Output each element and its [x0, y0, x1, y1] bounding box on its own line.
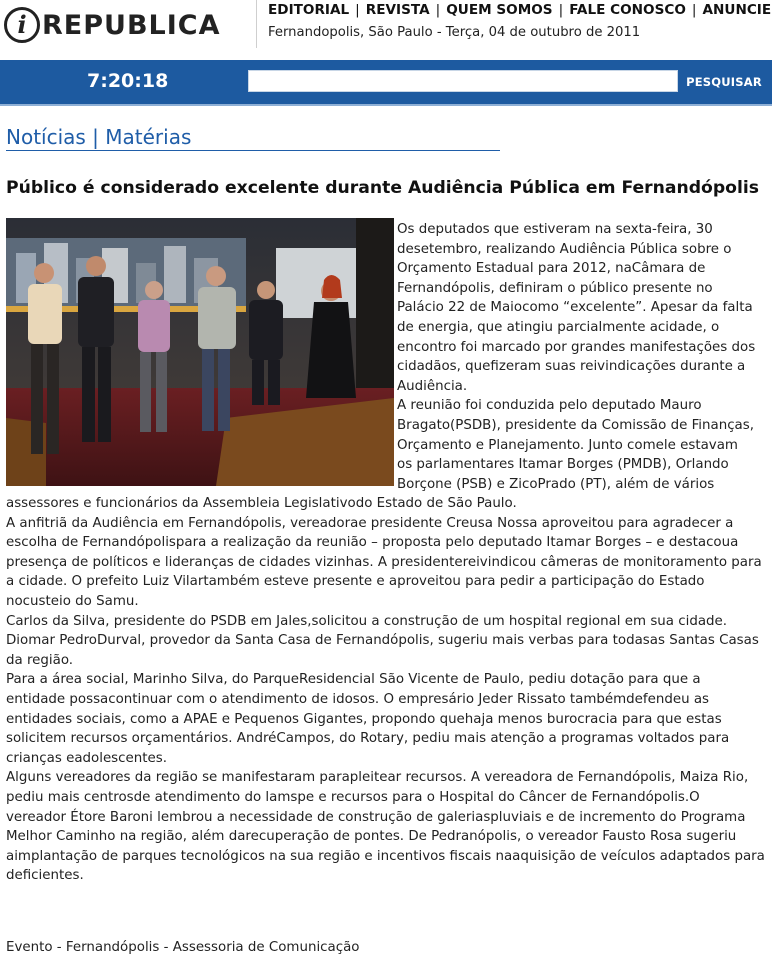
article-line: Fernandópolis, definiram o público presente no: [397, 280, 713, 296]
article-line: A reunião foi conduzida pelo deputado Mauro: [397, 398, 702, 414]
article-line: Palácio 22 de Maiocomo “excelente”. Apesar da falta: [397, 300, 753, 316]
article-line: Audiência.: [397, 378, 468, 394]
article-line: encontro foi marcado por grandes manifestações dos: [397, 339, 756, 355]
article-line: Melhor Caminho na região, além darecuperação de pontes. De Pedranópolis, o vereador Fausto Rosa sugeriu: [6, 829, 737, 845]
nav-editorial[interactable]: EDITORIAL: [268, 2, 350, 18]
article-credit: Evento - Fernandópolis - Assessoria de Comunicação: [6, 940, 360, 955]
clock: 7:20:18: [87, 70, 169, 92]
article-body-top: [397, 220, 767, 494]
nav-separator: |: [558, 2, 564, 18]
article-line: Orçamento e Planejamento. Junto comele estavam: [397, 437, 738, 453]
article-line: Orçamento Estadual para 2012, naCâmara de: [397, 261, 706, 277]
article-line: de energia, que atingiu parcialmente acidade, o: [397, 319, 720, 335]
article-body-main: [6, 494, 768, 886]
section-title: Notícias | Matérias: [6, 125, 500, 151]
top-nav: [268, 2, 771, 18]
search-input[interactable]: [248, 70, 678, 92]
site-header: [0, 0, 772, 60]
article-line: crianças eadolescentes.: [6, 750, 167, 766]
article-line: Diomar PedroDurval, provedor da Santa Casa de Fernandópolis, sugeriu mais verbas para todasas Santas Casas: [6, 633, 759, 649]
article-line: cidadãos, quefizeram suas reivindicações durante a: [397, 359, 746, 375]
article-line: Bragato(PSDB), presidente da Comissão de Finanças,: [397, 417, 754, 433]
article-line: aimplantação de parques tecnológicos na sua região e incentivos fiscais naaquisição de veículos adaptados para: [6, 848, 765, 864]
article-line: solicitem recursos orçamentários. AndréCampos, do Rotary, pediu mais atenção a programas voltados para: [6, 731, 730, 747]
nav-quem-somos[interactable]: QUEM SOMOS: [446, 2, 553, 18]
article-line: a cidade. O prefeito Luiz Vilartambém esteve presente e aproveitou para pedir a participação do Estado: [6, 574, 705, 590]
article-line: Para a área social, Marinho Silva, do ParqueResidencial São Vicente de Paulo, pediu dotação para que a: [6, 672, 701, 688]
nav-separator: |: [435, 2, 441, 18]
article-line: Borçone (PSB) e ZicoPrado (PT), além de vários: [397, 476, 715, 492]
toolbar: [0, 60, 772, 106]
article-line: os parlamentares Itamar Borges (PMDB), Orlando: [397, 457, 729, 473]
location-date: Fernandopolis, São Paulo - Terça, 04 de outubro de 2011: [268, 25, 641, 40]
article-line: pediu mais centrosde atendimento do lamspe e recursos para o Hospital do Câncer de Fernandópolis.O: [6, 789, 700, 805]
article-photo: [6, 218, 394, 486]
article-title: Público é considerado excelente durante Audiência Pública em Fernandópolis: [6, 178, 759, 198]
article-line: desetembro, realizando Audiência Pública sobre o: [397, 241, 732, 257]
article-line: assessores e funcionários da Assembleia Legislativodo Estado de São Paulo.: [6, 496, 517, 511]
nav-anuncie[interactable]: ANUNCIE: [702, 2, 772, 18]
article-line: Alguns vereadores da região se manifestaram parapleitear recursos. A vereadora de Fernandópolis, Maiza Rio,: [6, 770, 749, 786]
article-line: deficientes.: [6, 868, 84, 884]
article-line: escolha de Fernandópolispara a realização da reunião – proposta pelo deputado Itamar Borges – e destacoua: [6, 535, 739, 551]
article-line: A anfitriã da Audiência em Fernandópolis, vereadorae presidente Creusa Nossa aproveitou para agradecer a: [6, 515, 734, 531]
nav-separator: |: [691, 2, 697, 18]
site-logo[interactable]: [4, 4, 254, 46]
article-line: nocusteio do Samu.: [6, 593, 139, 609]
search-button[interactable]: PESQUISAR: [683, 70, 765, 93]
nav-fale-conosco[interactable]: FALE CONOSCO: [569, 2, 686, 18]
header-divider: [256, 0, 257, 48]
logo-i-icon: i: [4, 7, 40, 43]
nav-separator: |: [355, 2, 360, 18]
article-line: entidade possacontinuar com o atendimento de idosos. O empresário Jeder Rissato tambémdefendeu as: [6, 691, 710, 707]
article-line: presença de políticos e lideranças de cidades vizinhas. A presidentereivindicou câmeras de monitoramento para: [6, 554, 762, 570]
nav-revista[interactable]: REVISTA: [365, 2, 430, 18]
logo-wordmark: REPUBLICA: [42, 9, 221, 41]
article-line: entidades sociais, como a APAE e Pequenos Gigantes, propondo quehaja menos burocracia para que estas: [6, 711, 722, 727]
article-line: vereador Étore Baroni lembrou a necessidade de construção de galeriaspluviais e de incremento do Programa: [6, 809, 746, 825]
article-line: Os deputados que estiveram na sexta-feira, 30: [397, 222, 713, 237]
article-line: da região.: [6, 652, 74, 668]
article-line: Carlos da Silva, presidente do PSDB em Jales,solicitou a construção de um hospital regional em sua cidade.: [6, 613, 728, 629]
